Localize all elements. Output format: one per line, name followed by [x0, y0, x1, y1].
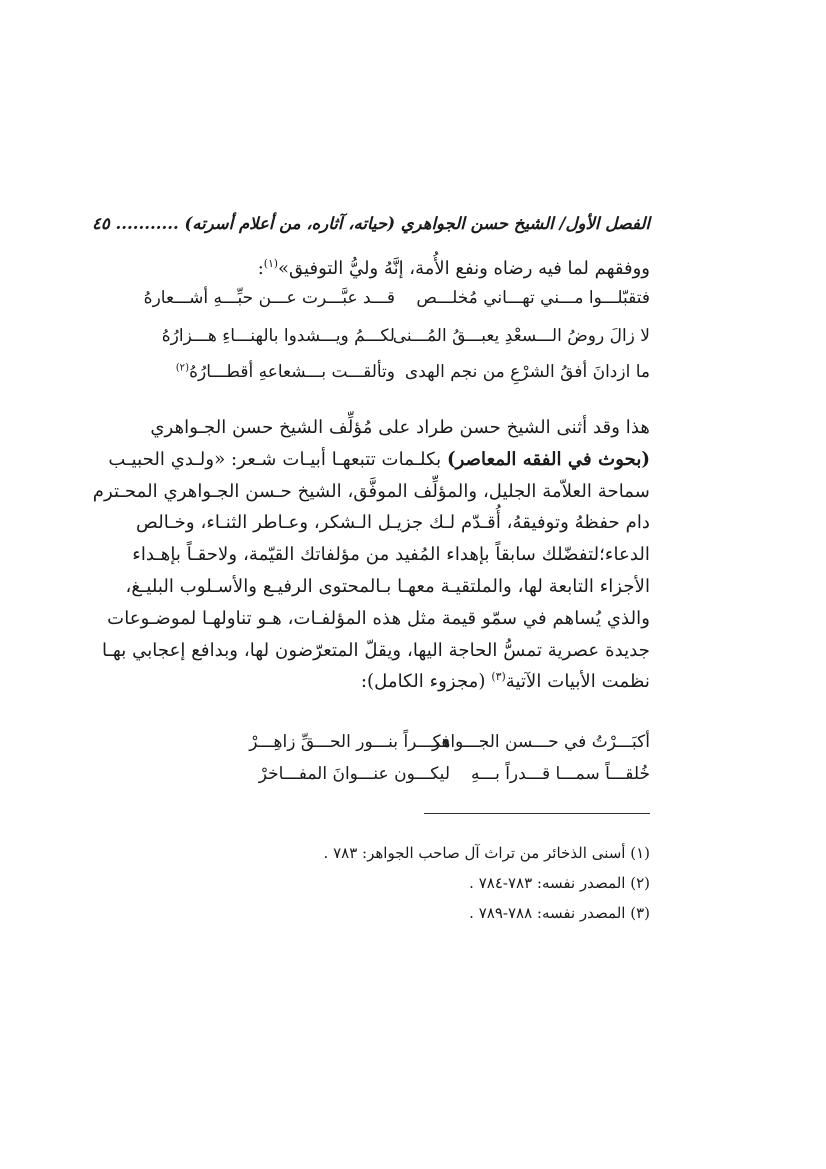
paragraph-line: دام حفظهُ وتوفيقهُ، أُقـدّم لـك جزيـل الـشكر، وعـاطر الثنـاء، وخـالص — [135, 512, 650, 534]
verse-first-hemistich: فتقبّلـــوا مـــني تهـــاني مُخلـــص — [416, 288, 650, 308]
body-paragraph — [92, 412, 650, 698]
paragraph-line: هذا وقد أثنى الشيخ حسن طراد على مُؤلِّف الشيخ حسن الجـواهري — [150, 417, 650, 438]
paragraph-line-text: نظمت الأبيات الآتية — [505, 671, 650, 693]
paragraph-line: الأجزاء التابعة لها، والملتقيـة معهـا بـالمحتوى الرفيـع والأسـلوب البليـغ، — [125, 575, 650, 597]
poem1-verse — [143, 288, 650, 320]
paragraph-line: سماحة العلاّمة الجليل، والمؤلِّف الموفَّق، الشيخ حـسن الجـواهري المحـترم — [92, 480, 650, 502]
paragraph-line-text: بكلـمات تتبعهـا أبيـات شـعر: «ولـدي الحبيـب — [108, 448, 447, 470]
verse-first-hemistich: لا زالَ روضُ الـــسعْدِ يعبـــقُ المُـــنى — [392, 326, 650, 346]
footnote-ref-3: (٣) — [491, 670, 506, 684]
intro-line — [175, 254, 650, 284]
footnote-ref-2: (٢) — [175, 362, 190, 374]
intro-tail: : — [257, 258, 264, 279]
paragraph-line — [175, 666, 650, 698]
footnote-separator — [424, 813, 650, 814]
poem1-verse — [175, 362, 650, 394]
book-title: (بحوث في الفقه المعاصر) — [446, 448, 650, 470]
intro-text: ووفقهم لما فيه رضاه ونفع الأُمة، إنَّهُ وليُّ التوفيق» — [278, 258, 650, 279]
running-header: الفصل الأول/ الشيخ حسن الجواهري (حياته، آثاره، من أعلام أسرته) ........... ٤٥ — [92, 214, 650, 233]
meter-name: (مجزوء الكامل): — [360, 671, 492, 693]
footnote-3: (٣) المصدر نفسه: ٧٨٨-٧٨٩ . — [469, 904, 650, 922]
footnote-1: (١) أسنى الذخائر من تراث آل صاحب الجواهر: ٧٨٣ . — [323, 844, 650, 862]
paragraph-line — [108, 444, 650, 476]
paragraph-line: الدعاء؛لتفضّلك سابقاً بإهداء المُفيد من مؤلفاتك القيّمة، ولاحقـاً بإهـداء — [132, 544, 650, 566]
poem2-verse — [175, 732, 650, 764]
paragraph-line: جديدة عصرية تمسُّ الحاجة اليها، ويقلّ المتعرّضون لها، وبدافع إعجابي بهـا — [101, 639, 650, 661]
verse-first-hemistich: أكبَـــرْتُ في حـــسن الجـــواهر — [431, 732, 650, 752]
poem1-verse — [161, 326, 650, 358]
verse-second-hemistich: فكـــراً بنـــور الحـــقِّ زاهِـــرْ — [249, 732, 450, 752]
verse-second-hemistich-text: وتألقـــت بـــشعاعهِ أقطـــارُهُ — [189, 362, 395, 382]
footnote-2: (٢) المصدر نفسه: ٧٨٣-٧٨٤ . — [469, 874, 650, 892]
verse-second-hemistich: لكـــمُ ويـــشدوا بالهنـــاءِ هـــزارُهُ — [161, 326, 395, 346]
verse-second-hemistich: ليكـــون عنـــوانَ المفـــاخرْ — [258, 764, 450, 784]
verse-second-hemistich — [176, 362, 395, 382]
verse-first-hemistich: ما ازدانَ أفقُ الشرْعِ من نجم الهدى — [404, 362, 650, 382]
footnote-ref-1: (١) — [263, 257, 279, 270]
paragraph-line: والذي يُساهم في سمّو قيمة مثل هذه المؤلفـات، هـو تناولهـا لموضـوعات — [107, 607, 650, 629]
verse-second-hemistich: قـــد عبَّـــرت عـــن حبِّـــهِ أشـــعارهُ — [143, 288, 395, 308]
poem2-verse — [175, 764, 650, 796]
verse-first-hemistich: خُلقـــاً سمـــا قـــدراً بـــهِ — [471, 764, 650, 784]
